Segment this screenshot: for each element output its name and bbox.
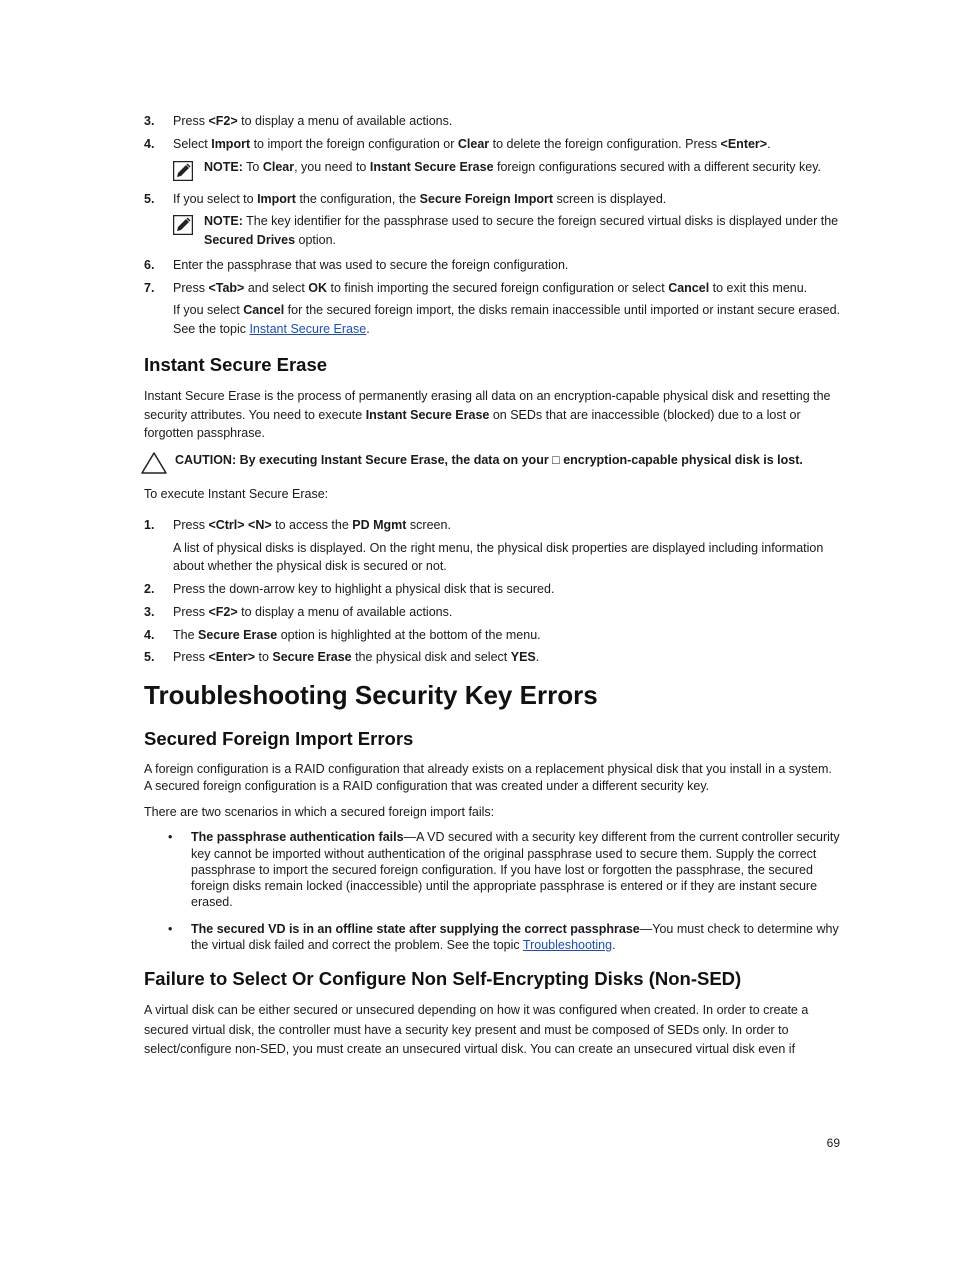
option-label: Clear [262,159,295,174]
step-item [144,256,840,275]
step-text: option is highlighted at the bottom of the menu. [277,627,541,642]
step-text: If you select to [173,191,258,206]
step-number: 7. [144,280,155,295]
option-label: Instant Secure Erase [369,159,494,174]
step-item [144,603,840,622]
bullet-text: —You must check to determine why the virtual disk failed and correct the problem. See the topic [191,921,839,952]
step-text: Press [173,280,209,295]
troubleshooting-link[interactable]: Troubleshooting [522,937,613,952]
list-item [144,829,840,910]
step-item [144,112,840,131]
bullet-dot: • [168,830,173,845]
pencil-note-icon [173,161,193,181]
step-number: 4. [144,136,155,151]
step-text: Enter the passphrase that was used to secure the foreign configuration. [173,257,569,272]
step-text: to display a menu of available actions. [237,114,453,128]
step-item [144,626,840,645]
step-subtext [144,301,840,339]
caution-text: CAUTION: By executing Instant Secure Erase, the data on your □ encryption-capable physical disk is lost. [175,453,803,468]
paragraph: A virtual disk can be either secured or unsecured depending on how it was configured when created. In order to create a secured virtual disk, the controller must have a security key present and must be composed of SEDs only. In order to select/configure non-SED, you must create an unsecured virtual disk. You can create an unsecured virtual disk even if [144,1003,809,1056]
note-text: foreign configurations secured with a different security key. [493,159,822,174]
paragraph: There are two scenarios in which a secured foreign import fails: [144,804,495,819]
step-text: Press the down-arrow key to highlight a physical disk that is secured. [173,582,555,597]
step-text: screen. [406,517,451,532]
step-text: the configuration, the [295,191,420,206]
step-text: . [535,650,540,665]
paragraph: A foreign configuration is a RAID configuration that already exists on a replacement physical disk that you install in a system. A secured foreign configuration is a RAID configuration that was created under a different security key. [144,761,832,793]
step-text: screen is displayed. [553,191,667,206]
caution-triangle-icon [140,451,168,475]
step-text: for the secured foreign import, the disks remain inaccessible until imported or instant secure erased. See the topic [173,303,841,336]
note-text: , you need to [294,159,370,174]
option-label: Clear [457,136,490,151]
step-text: to import the foreign configuration or [250,136,458,151]
section-heading: Failure to Select Or Configure Non Self-Encrypting Disks (Non-SED) [144,968,742,990]
step-text: to exit this menu. [709,280,808,295]
bullet-dot: • [168,921,173,936]
chapter-heading: Troubleshooting Security Key Errors [144,680,598,711]
key-label: <F2> [208,114,238,128]
step-text: Select [173,136,212,151]
option-label: Cancel [668,280,710,295]
instant-secure-erase-link[interactable]: Instant Secure Erase [249,322,367,336]
key-label: <Enter> [208,650,255,665]
step-text: to access the [271,517,353,532]
bullet-title: The secured VD is in an offline state after supplying the correct passphrase [191,921,640,936]
step-item [144,516,840,535]
step-item [144,648,840,667]
option-label: Secure Erase [272,650,352,665]
bullet-list [144,829,840,953]
step-number: 3. [144,604,155,619]
bullet-text: —A VD secured with a security key different from the current controller security key cannot be imported without authentication of the original passphrase used to secure them. Supply the correct passphrase to import the secured foreign configuration. If you have lost or forgotten the passphrase, the secured foreign disks remain locked (inaccessible) until the appropriate passphrase is entered or if they are instant secure erased. [191,830,840,910]
screen-label: PD Mgmt [352,517,407,532]
key-label: <Enter> [720,136,768,151]
key-label: <F2> [208,604,238,619]
step-text: to delete the foreign configuration. Press [489,136,721,151]
key-label: <Ctrl> <N> [208,517,272,532]
note-label: NOTE: [204,159,243,174]
step-text: and select [244,280,309,295]
note-text: To [242,159,263,174]
step-text: to finish importing the secured foreign configuration or select [327,280,669,295]
step-text: If you select [173,303,244,318]
step-text: Press [173,650,209,665]
step-number: 6. [144,257,155,272]
paragraph: To execute Instant Secure Erase: [144,487,329,502]
option-label: YES [510,650,536,665]
option-label: Import [257,191,296,206]
step-text: Press [173,517,209,532]
note-text: option. [295,233,337,247]
step-number: 1. [144,517,155,532]
page-content [144,112,840,1067]
option-label: Secured Drives [204,233,296,247]
note-label: NOTE: [204,214,243,229]
step-text: the physical disk and select [351,650,511,665]
step-number: 2. [144,582,155,597]
note-block [144,212,840,250]
step-number: 4. [144,627,155,642]
option-label: OK [308,280,328,295]
option-label: Cancel [243,303,285,318]
step-subtext: A list of physical disks is displayed. On the right menu, the physical disk properties are displayed including information about whether the physical disk is secured or not. [173,540,824,574]
step-number: 5. [144,191,155,206]
screen-label: Secure Foreign Import [419,191,554,206]
step-item [144,135,840,154]
step-item [144,190,840,209]
paragraph-text: Instant Secure Erase is the process of permanently erasing all data on an encryption-capable physical disk and resetting the security attributes. You need to execute [144,388,831,422]
step-text: to display a menu of available actions. [237,604,453,619]
step-number: 3. [144,114,155,128]
section-heading: Secured Foreign Import Errors [144,727,414,749]
caution-block [144,451,840,475]
step-item [144,279,840,298]
list-item [144,921,840,954]
option-label: Import [211,136,251,151]
step-text: . [366,322,370,336]
option-label: Instant Secure Erase [365,407,490,422]
bullet-title: The passphrase authentication fails [191,830,404,845]
option-label: Secure Erase [198,627,278,642]
step-text: to [255,650,273,665]
step-item [144,580,840,599]
paragraph [144,387,840,443]
page-number: 69 [826,1136,840,1150]
note-block [144,158,840,184]
step-text: . [767,136,771,151]
key-label: <Tab> [208,280,245,295]
step-text: Press [173,114,209,128]
step-number: 5. [144,650,155,665]
bullet-text: . [612,937,616,952]
paragraph-text: on SEDs that are inaccessible (blocked) due to a lost or forgotten passphrase. [144,407,801,441]
note-text: The key identifier for the passphrase used to secure the foreign secured virtual disks is displayed under the [242,214,839,229]
pencil-note-icon [173,215,193,235]
step-text: The [173,627,199,642]
section-heading: Instant Secure Erase [144,353,328,375]
step-text: Press [173,604,209,619]
